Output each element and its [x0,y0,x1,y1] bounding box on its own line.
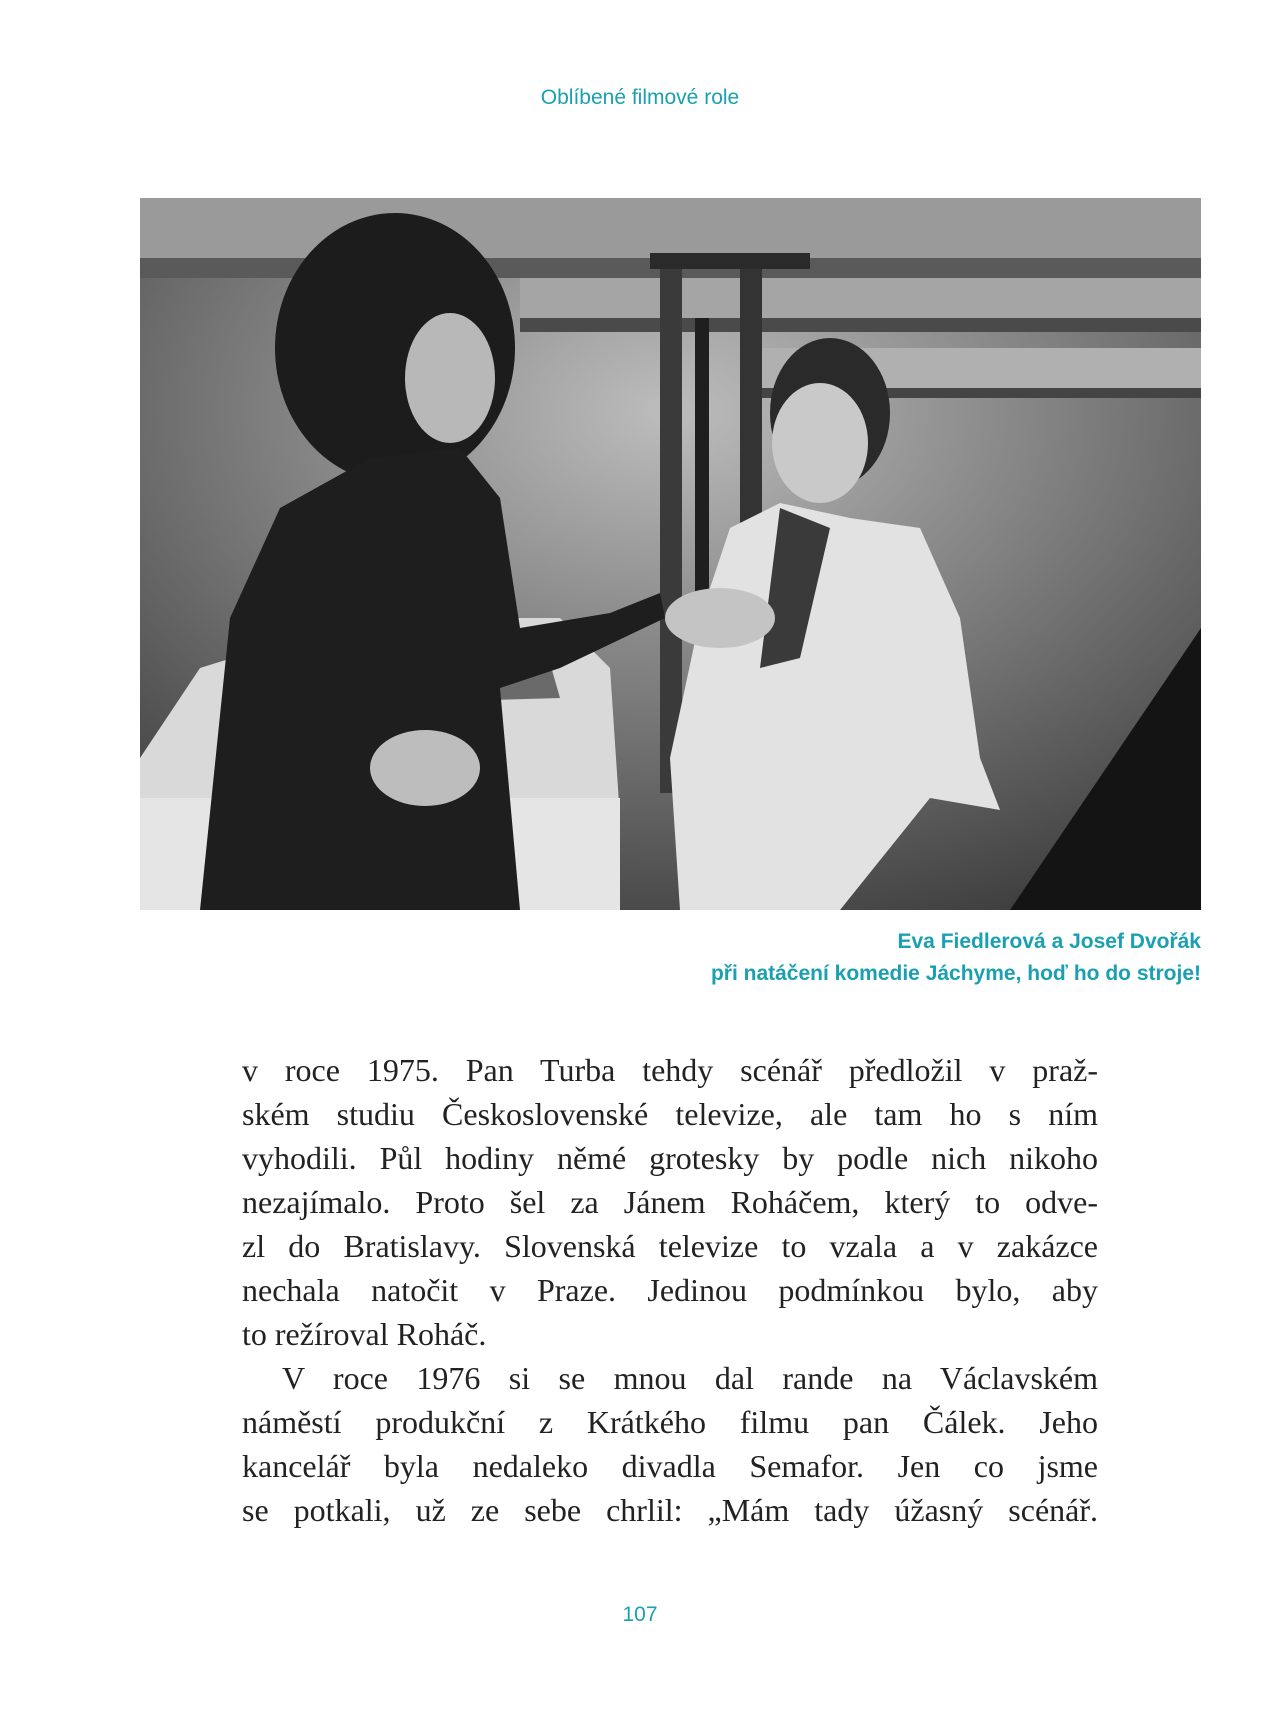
text-line: V roce 1976 si se mnou dal rande na Václavském [282,1360,1098,1396]
text-line: se potkali, už ze sebe chrlil: „Mám tady úžasný scénář. [242,1492,1098,1528]
text-line: kancelář byla nedaleko divadla Semafor. Jen co jsme [242,1448,1098,1484]
paragraph [242,1048,1098,1356]
page-number: 107 [622,1603,658,1626]
photo-illustration [140,198,1201,910]
text-line: ském studiu Československé televize, ale tam ho s ním [242,1096,1098,1132]
text-line: zl do Bratislavy. Slovenská televize to vzala a v zakázce [242,1228,1098,1264]
paragraph [242,1356,1098,1532]
body-text [242,1048,1098,1532]
text-line: vyhodili. Půl hodiny němé grotesky by podle nich nikoho [242,1140,1098,1176]
running-head: Oblíbené filmové role [540,86,740,109]
caption-line: při natáčení komedie Jáchyme, hoď ho do stroje! [710,962,1201,985]
text-line: nechala natočit v Praze. Jedinou podmínkou bylo, aby [242,1272,1098,1308]
text-line: v roce 1975. Pan Turba tehdy scénář předložil v praž- [242,1052,1098,1088]
photograph [140,198,1201,910]
text-line: náměstí produkční z Krátkého filmu pan Čálek. Jeho [242,1404,1098,1440]
caption-line: Eva Fiedlerová a Josef Dvořák [897,930,1201,953]
text-line: to režíroval Roháč. [242,1316,487,1352]
photo-caption [711,926,1201,990]
text-line: nezajímalo. Proto šel za Jánem Roháčem, který to odve- [242,1184,1098,1220]
